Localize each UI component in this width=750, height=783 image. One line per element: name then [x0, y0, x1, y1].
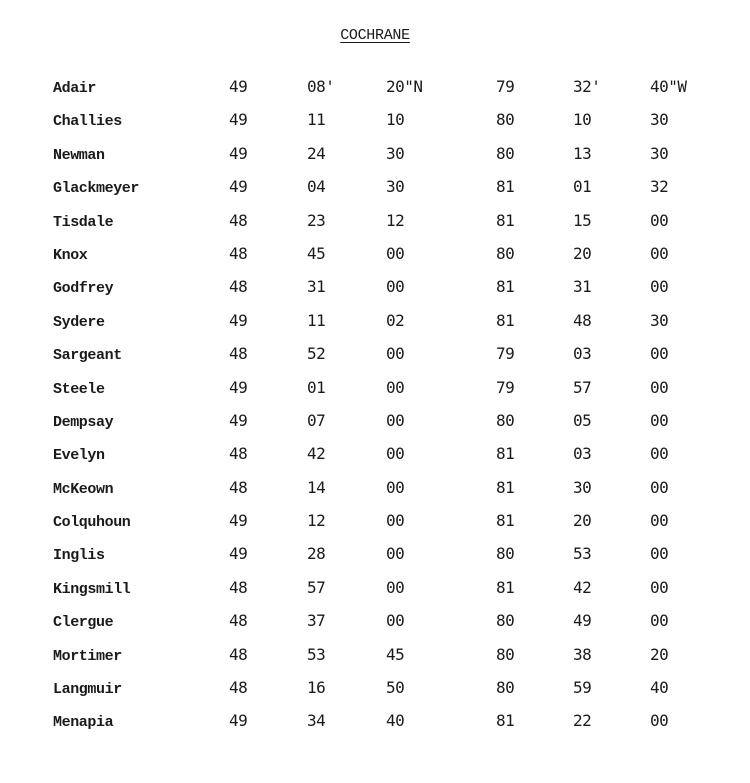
longitude-degrees: 81: [496, 444, 515, 464]
longitude-minutes: 05: [573, 410, 592, 430]
latitude-degrees: 48: [229, 477, 248, 497]
latitude-minutes: 42: [307, 444, 326, 464]
longitude-degrees: 81: [496, 310, 515, 330]
latitude-minutes: 12: [307, 511, 326, 531]
latitude-degrees: 49: [229, 377, 248, 397]
latitude-degrees: 48: [229, 277, 248, 297]
longitude-degrees: 80: [496, 678, 515, 698]
latitude-minutes: 57: [307, 577, 326, 597]
longitude-degrees: 80: [496, 143, 515, 163]
longitude-seconds: 00: [650, 243, 669, 263]
township-name: Menapia: [53, 714, 114, 732]
longitude-minutes: 49: [573, 611, 592, 631]
township-name: Glackmeyer: [53, 180, 140, 198]
township-name: Newman: [53, 146, 105, 164]
township-name: Mortimer: [53, 647, 122, 665]
longitude-minutes: 01: [573, 177, 592, 197]
township-name: Sargeant: [53, 347, 122, 365]
latitude-seconds: 50: [386, 678, 405, 698]
longitude-degrees: 80: [496, 243, 515, 263]
table-row: [0, 575, 750, 608]
table-row: [0, 375, 750, 408]
longitude-seconds: 00: [650, 210, 669, 230]
longitude-degrees: 81: [496, 577, 515, 597]
latitude-seconds: 12: [386, 210, 405, 230]
table-row: [0, 608, 750, 641]
longitude-seconds: 00: [650, 410, 669, 430]
table-row: [0, 274, 750, 307]
longitude-degrees: 79: [496, 77, 515, 96]
latitude-minutes: 11: [307, 310, 326, 330]
longitude-minutes: 20: [573, 511, 592, 531]
longitude-degrees: 79: [496, 377, 515, 397]
longitude-degrees: 81: [496, 511, 515, 531]
latitude-seconds: 30: [386, 177, 405, 197]
latitude-minutes: 52: [307, 344, 326, 364]
longitude-seconds: 00: [650, 477, 669, 497]
latitude-minutes: 24: [307, 143, 326, 163]
longitude-degrees: 81: [496, 277, 515, 297]
latitude-minutes: 11: [307, 110, 326, 130]
latitude-degrees: 48: [229, 210, 248, 230]
longitude-seconds: 00: [650, 377, 669, 397]
longitude-minutes: 20: [573, 243, 592, 263]
township-name: Challies: [53, 113, 122, 131]
table-row: [0, 208, 750, 241]
latitude-minutes: 34: [307, 711, 326, 731]
latitude-degrees: 48: [229, 611, 248, 631]
longitude-minutes: 30: [573, 477, 592, 497]
latitude-seconds: 20"N: [386, 77, 423, 96]
table-row: [0, 141, 750, 174]
document-title-text: COCHRANE: [340, 27, 410, 44]
latitude-degrees: 49: [229, 77, 248, 96]
latitude-minutes: 28: [307, 544, 326, 564]
township-name: Dempsay: [53, 413, 114, 431]
township-name: Tisdale: [53, 213, 114, 231]
latitude-minutes: 53: [307, 644, 326, 664]
longitude-degrees: 81: [496, 210, 515, 230]
longitude-degrees: 81: [496, 477, 515, 497]
longitude-degrees: 79: [496, 344, 515, 364]
longitude-minutes: 10: [573, 110, 592, 130]
longitude-seconds: 00: [650, 444, 669, 464]
latitude-degrees: 49: [229, 177, 248, 197]
latitude-seconds: 00: [386, 377, 405, 397]
longitude-minutes: 38: [573, 644, 592, 664]
latitude-degrees: 49: [229, 110, 248, 130]
longitude-minutes: 03: [573, 344, 592, 364]
table-row: [0, 241, 750, 274]
latitude-minutes: 23: [307, 210, 326, 230]
township-name: Evelyn: [53, 447, 105, 465]
latitude-minutes: 04: [307, 177, 326, 197]
latitude-degrees: 48: [229, 577, 248, 597]
township-name: Sydere: [53, 313, 105, 331]
township-name: Godfrey: [53, 280, 114, 298]
longitude-seconds: 30: [650, 110, 669, 130]
latitude-seconds: 00: [386, 577, 405, 597]
township-name: Colquhoun: [53, 514, 131, 532]
township-name: Clergue: [53, 614, 114, 632]
latitude-seconds: 00: [386, 511, 405, 531]
latitude-seconds: 10: [386, 110, 405, 130]
table-row: [0, 708, 750, 741]
latitude-seconds: 00: [386, 477, 405, 497]
latitude-degrees: 49: [229, 310, 248, 330]
table-row: [0, 408, 750, 441]
latitude-minutes: 45: [307, 243, 326, 263]
latitude-minutes: 37: [307, 611, 326, 631]
longitude-seconds: 00: [650, 277, 669, 297]
document-title: [0, 27, 750, 44]
longitude-seconds: 00: [650, 577, 669, 597]
table-row: [0, 74, 750, 107]
longitude-seconds: 00: [650, 511, 669, 531]
longitude-seconds: 20: [650, 644, 669, 664]
longitude-degrees: 80: [496, 644, 515, 664]
latitude-seconds: 00: [386, 243, 405, 263]
latitude-minutes: 16: [307, 678, 326, 698]
latitude-degrees: 48: [229, 344, 248, 364]
longitude-minutes: 03: [573, 444, 592, 464]
township-name: Inglis: [53, 547, 105, 565]
latitude-minutes: 07: [307, 410, 326, 430]
table-row: [0, 107, 750, 140]
latitude-seconds: 00: [386, 344, 405, 364]
longitude-degrees: 81: [496, 711, 515, 731]
latitude-seconds: 45: [386, 644, 405, 664]
latitude-degrees: 48: [229, 243, 248, 263]
latitude-degrees: 48: [229, 444, 248, 464]
longitude-seconds: 00: [650, 611, 669, 631]
longitude-seconds: 00: [650, 711, 669, 731]
latitude-seconds: 00: [386, 444, 405, 464]
coordinates-table: [0, 74, 750, 742]
latitude-minutes: 14: [307, 477, 326, 497]
longitude-seconds: 30: [650, 143, 669, 163]
longitude-seconds: 40: [650, 678, 669, 698]
longitude-degrees: 80: [496, 544, 515, 564]
latitude-degrees: 48: [229, 678, 248, 698]
latitude-seconds: 00: [386, 277, 405, 297]
latitude-minutes: 31: [307, 277, 326, 297]
latitude-minutes: 08': [307, 77, 335, 96]
township-name: Knox: [53, 246, 88, 264]
longitude-minutes: 22: [573, 711, 592, 731]
township-name: Langmuir: [53, 681, 122, 699]
table-row: [0, 541, 750, 574]
table-row: [0, 642, 750, 675]
latitude-seconds: 00: [386, 544, 405, 564]
township-name: McKeown: [53, 480, 114, 498]
latitude-degrees: 49: [229, 711, 248, 731]
longitude-degrees: 80: [496, 110, 515, 130]
latitude-degrees: 48: [229, 644, 248, 664]
table-row: [0, 508, 750, 541]
longitude-minutes: 53: [573, 544, 592, 564]
township-name: Kingsmill: [53, 580, 131, 598]
latitude-degrees: 49: [229, 544, 248, 564]
longitude-minutes: 15: [573, 210, 592, 230]
latitude-degrees: 49: [229, 511, 248, 531]
longitude-minutes: 48: [573, 310, 592, 330]
longitude-seconds: 40"W: [650, 77, 687, 96]
longitude-minutes: 57: [573, 377, 592, 397]
longitude-seconds: 00: [650, 344, 669, 364]
latitude-seconds: 00: [386, 410, 405, 430]
longitude-minutes: 31: [573, 277, 592, 297]
longitude-degrees: 81: [496, 177, 515, 197]
latitude-seconds: 30: [386, 143, 405, 163]
table-row: [0, 174, 750, 207]
latitude-seconds: 00: [386, 611, 405, 631]
longitude-seconds: 00: [650, 544, 669, 564]
longitude-degrees: 80: [496, 410, 515, 430]
table-row: [0, 675, 750, 708]
longitude-seconds: 30: [650, 310, 669, 330]
table-row: [0, 475, 750, 508]
table-row: [0, 308, 750, 341]
longitude-minutes: 59: [573, 678, 592, 698]
township-name: Adair: [53, 80, 97, 97]
longitude-minutes: 13: [573, 143, 592, 163]
latitude-minutes: 01: [307, 377, 326, 397]
latitude-degrees: 49: [229, 410, 248, 430]
longitude-degrees: 80: [496, 611, 515, 631]
township-name: Steele: [53, 380, 105, 398]
table-row: [0, 441, 750, 474]
longitude-seconds: 32: [650, 177, 669, 197]
latitude-degrees: 49: [229, 143, 248, 163]
latitude-seconds: 02: [386, 310, 405, 330]
longitude-minutes: 32': [573, 77, 601, 96]
latitude-seconds: 40: [386, 711, 405, 731]
table-row: [0, 341, 750, 374]
longitude-minutes: 42: [573, 577, 592, 597]
